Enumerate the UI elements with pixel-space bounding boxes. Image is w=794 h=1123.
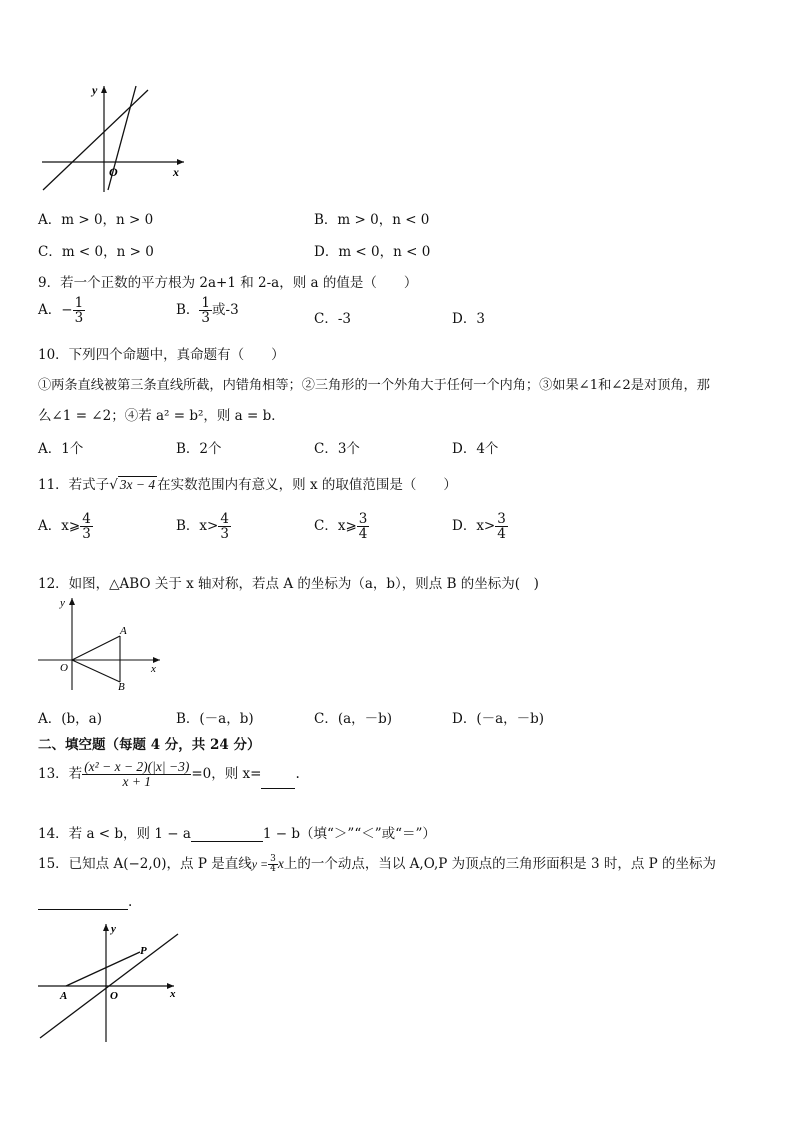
q8-y-label: y (92, 83, 98, 97)
section-2-title: 二、填空题（每题 4 分，共 24 分） (38, 737, 261, 753)
q13-line: 13．若 $\frac{\text{(x² − x − 2)(|x| −3)}}{x + 1}$ =0，则 x= . (38, 759, 300, 790)
q8-option-a: A．m > 0，n > 0 (38, 212, 154, 228)
q15-answer-line: . (38, 894, 132, 910)
q8-x-label: x (173, 165, 179, 179)
q12-point-a-label: A (120, 625, 127, 637)
q12-stem: 12．如图，△ABO 关于 x 轴对称，若点 A 的坐标为（a，b），则点 B 的坐标为( ) (38, 576, 539, 592)
q11-option-d: D．x> $\frac{3}{4}$ (452, 511, 506, 543)
q11-radicand: 3x − 4 (119, 477, 156, 492)
q15-graph (36, 918, 186, 1044)
q9-option-b: B． $\frac{1}{3}$ 或-3 (176, 295, 239, 327)
q8-line-1 (43, 90, 148, 190)
q12-option-c: C．(a，－b) (314, 711, 393, 727)
q8-origin-label: O (109, 165, 118, 179)
q10-statements-line2: 么∠1 = ∠2；④若 a² = b²，则 a = b． (38, 408, 285, 424)
q12-option-b: B．(－a，b) (176, 711, 254, 727)
q8-option-b: B．m > 0，n < 0 (314, 212, 430, 228)
q11-option-a: A．x⩾ $\frac{4}{3}$ (38, 511, 91, 543)
q12-y-arrow (69, 598, 75, 605)
q15-point-a-label: A (60, 990, 68, 1002)
q13-fraction: $\frac{\text{(x² − x − 2)(|x| −3)}}{x + 1}$ (84, 759, 190, 790)
q12-segment-oa (72, 636, 120, 660)
q12-y-label: y (60, 597, 65, 609)
q15-answer-blank[interactable] (38, 895, 128, 910)
q10-statements-line1: ①两条直线被第三条直线所截，内错角相等；②三角形的一个外角大于任何一个内角；③如果∠1和∠2是对顶角，那 (38, 378, 710, 393)
q11-option-b: B．x> $\frac{4}{3}$ (176, 511, 229, 543)
q15-y-arrow (103, 924, 109, 931)
q15-x-label: x (170, 988, 176, 1000)
q14-line: 14．若 a < b，则 1 − a 1 − b（填“＞”“＜”或“＝”） (38, 826, 436, 842)
q9-option-a: A．− $\frac{1}{3}$ (38, 295, 84, 327)
q15-origin-label: O (110, 990, 118, 1002)
q15-y-label: y (111, 923, 116, 935)
q10-option-b: B．2个 (176, 441, 222, 457)
q9-option-d: D．3 (452, 311, 485, 327)
q8-option-c: C．m < 0，n > 0 (38, 244, 154, 260)
q12-segment-ob (72, 660, 120, 682)
q10-stem: 10．下列四个命题中，真命题有（ ） (38, 347, 285, 363)
q9-option-c: C．-3 (314, 311, 351, 327)
q12-option-d: D．(－a，－b) (452, 711, 545, 727)
q9-stem: 9．若一个正数的平方根为 2a+1 和 2-a，则 a 的值是（ ） (38, 275, 418, 291)
q10-option-c: C．3个 (314, 441, 360, 457)
q15-line: 15．已知点 A(−2,0)，点 P 是直线y = $\frac{3}{4}$ x上的一个动点，当以 A,O,P 为顶点的三角形面积是 3 时，点 P 的坐标为 (38, 853, 716, 874)
q13-answer-blank[interactable] (261, 788, 295, 789)
q8-graph (38, 82, 188, 197)
q15-segment-ap (66, 952, 140, 986)
q11-stem: 11．若式子√ 3x − 4 在实数范围内有意义，则 x 的取值范围是（ ） (38, 477, 457, 493)
q12-graph (36, 594, 166, 692)
q10-option-a: A．1个 (38, 441, 84, 457)
q12-point-b-label: B (118, 681, 125, 692)
q15-point-p-label: P (140, 945, 147, 957)
q10-option-d: D．4个 (452, 441, 499, 457)
q12-x-label: x (151, 663, 156, 675)
q11-option-c: C．x⩾ $\frac{3}{4}$ (314, 511, 368, 543)
q8-option-d: D．m < 0，n < 0 (314, 244, 431, 260)
q12-origin-label: O (60, 662, 68, 674)
q12-option-a: A．(b，a) (38, 711, 102, 727)
q14-answer-blank[interactable] (191, 826, 263, 842)
q8-y-arrow (101, 86, 107, 93)
